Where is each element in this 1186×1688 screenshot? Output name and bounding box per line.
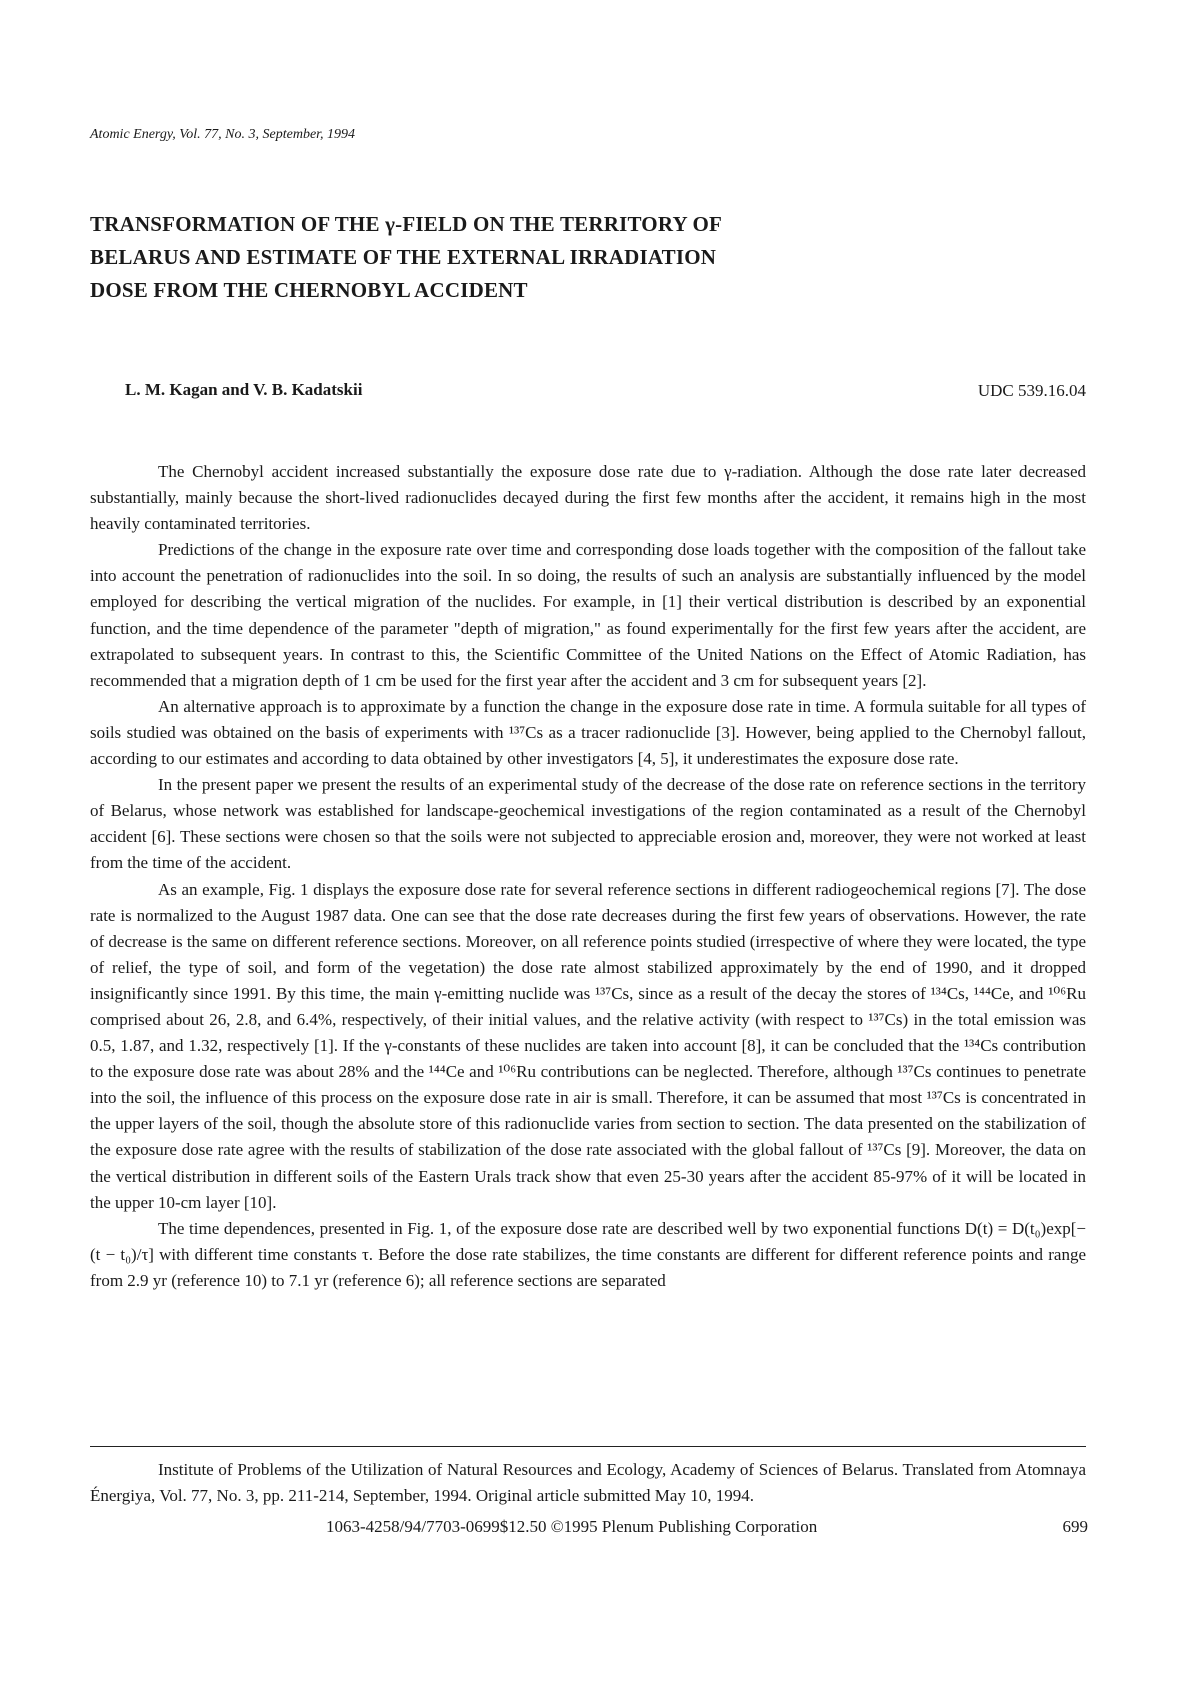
article-title — [90, 208, 850, 307]
paragraph-6: The time dependences, presented in Fig. 1, of the exposure dose rate are described well by two exponential functions D(t) = D(t₀)exp[−(t − t₀)/τ] with different time constants τ. Before the dose rate stabilizes, the time constants are different for different reference points and range from 2.9 yr (reference 10) to 7.1 yr (reference 6); all reference sections are separated — [90, 1218, 1086, 1290]
title-line-2: BELARUS AND ESTIMATE OF THE EXTERNAL IRRADIATION — [90, 245, 717, 269]
paragraph-4: In the present paper we present the results of an experimental study of the decrease of the dose rate on reference sections in the territory of Belarus, whose network was established for landscape-geochemical investigations of the region contaminated as a result of the Chernobyl accident [6]. These sections were chosen so that the soils were not subjected to appreciable erosion and, moreover, they were not worked at least from the time of the accident. — [90, 775, 1086, 873]
affiliation-footnote — [90, 1457, 1086, 1509]
journal-citation: Atomic Energy, Vol. 77, No. 3, September, 1994 — [90, 127, 356, 142]
paragraph-1: The Chernobyl accident increased substantially the exposure dose rate due to γ-radiation. Although the dose rate later decreased substantially, mainly because the short-lived radionuclides decayed during the first few months after the accident, it remains high in the most heavily contaminated territories. — [90, 462, 1086, 534]
footnote-divider — [90, 1446, 1086, 1447]
paragraph-3: An alternative approach is to approximate by a function the change in the exposure dose rate in time. A formula suitable for all types of soils studied was obtained on the basis of experiments with ¹³⁷Cs as a tracer radionuclide [3]. However, being applied to the Chernobyl fallout, according to our estimates and according to data obtained by other investigators [4, 5], it underestimates the exposure dose rate. — [90, 696, 1086, 769]
paragraph-5: As an example, Fig. 1 displays the exposure dose rate for several reference sections in different radiogeochemical regions [7]. The dose rate is normalized to the August 1987 data. One can see that the dose rate decreases during the first few years of observations. However, the rate of decrease is the same on different reference sections. Moreover, on all reference points studied (irrespective of where they were located, the type of relief, the type of soil, and form of the vegetation) the dose rate almost stabilized approximately by the end of 1990, and it dropped insignificantly since 1991. By this time, the main γ-emitting nuclide was ¹³⁷Cs, since as a result of the decay the stores of ¹³⁴Cs, ¹⁴⁴Ce, and ¹⁰⁶Ru comprised about 26, 2.8, and 6.4%, respectively, of their initial values, and the relative activity (with respect to ¹³⁷Cs) in the total emission was 0.5, 1.87, and 1.32, respectively [1]. If the γ-constants of these nuclides are taken into account [8], it can be concluded that the ¹³⁴Cs contribution to the exposure dose rate was about 28% and the ¹⁴⁴Ce and ¹⁰⁶Ru contributions can be neglected. Therefore, although ¹³⁷Cs continues to penetrate into the soil, the influence of this process on the exposure dose rate in air is small. Therefore, it can be assumed that most ¹³⁷Cs is concentrated in the upper layers of the soil, though the absolute store of this radionuclide varies from section to section. The data presented on the stabilization of the exposure dose rate agree with the results of stabilization of the dose rate associated with the global fallout of ¹³⁷Cs [9]. Moreover, the data on the vertical distribution in different soils of the Eastern Urals track show that even 25-30 years after the accident 85-97% of it will be located in the upper 10-cm layer [10]. — [90, 879, 1086, 1212]
footnote-text: Institute of Problems of the Utilization of Natural Resources and Ecology, Academy of Sciences of Belarus. Translated from Atomnaya Énergiya, Vol. 77, No. 3, pp. 211-214, September, 1994. Original article submitted May 10, 1994. — [90, 1460, 1086, 1505]
paragraph-2: Predictions of the change in the exposure rate over time and corresponding dose loads together with the composition of the fallout take into account the penetration of radionuclides into the soil. In so doing, the results of such an analysis are substantially influenced by the model employed for describing the vertical migration of the nuclides. For example, in [1] their vertical distribution is described by an exponential function, and the time dependence of the parameter "depth of migration," as found experimentally for the first few years after the accident, are extrapolated to subsequent years. In contrast to this, the Scientific Committee of the United Nations on the Effect of Atomic Radiation, has recommended that a migration depth of 1 cm be used for the first year after the accident and 3 cm for subsequent years [2]. — [90, 540, 1086, 690]
title-line-1: TRANSFORMATION OF THE γ-FIELD ON THE TERRITORY OF — [90, 212, 723, 236]
udc-code: UDC 539.16.04 — [977, 381, 1086, 400]
page-number: 699 — [1062, 1517, 1088, 1536]
article-body — [90, 459, 1086, 1294]
title-line-3: DOSE FROM THE CHERNOBYL ACCIDENT — [90, 278, 528, 302]
authors: L. M. Kagan and V. B. Kadatskii — [125, 380, 363, 399]
copyright-line: 1063-4258/94/7703-0699$12.50 ©1995 Plenum Publishing Corporation — [326, 1517, 818, 1536]
